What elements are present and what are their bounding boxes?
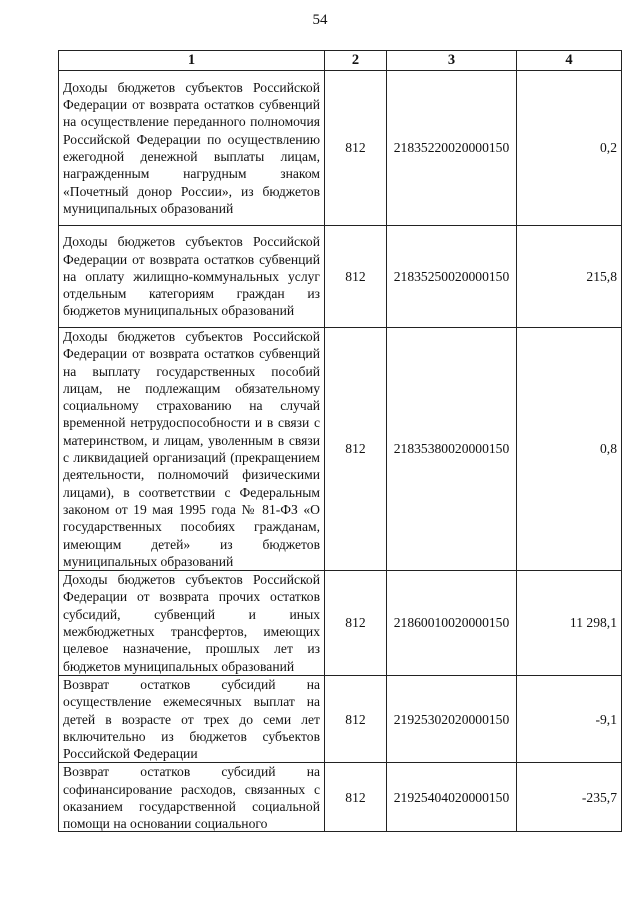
row-amount: 0,8: [517, 328, 622, 571]
column-header-2: 2: [325, 51, 387, 71]
row-classification-code: 21835380020000150: [387, 328, 517, 571]
row-amount: -235,7: [517, 763, 622, 832]
column-header-3: 3: [387, 51, 517, 71]
row-description: Возврат остатков субсидий на осуществление ежемесячных выплат на детей в возрасте от трех до семи лет включительно из бюджетов субъектов Российской Федерации: [59, 675, 325, 762]
row-amount: -9,1: [517, 675, 622, 762]
table-row: [59, 675, 622, 762]
row-amount: 215,8: [517, 226, 622, 328]
row-description: Доходы бюджетов субъектов Российской Федерации от возврата остатков субвенций на осуществление переданного полномочия Российской Федерации по осуществлению ежегодной денежной выплаты лицам, награжденным нагрудным знаком «Почетный донор России», из бюджетов муниципальных образований: [59, 71, 325, 226]
table-row: [59, 763, 622, 832]
table-row: [59, 226, 622, 328]
row-admin-code: 812: [325, 71, 387, 226]
row-admin-code: 812: [325, 226, 387, 328]
row-classification-code: 21835220020000150: [387, 71, 517, 226]
table-row: [59, 71, 622, 226]
row-description: Доходы бюджетов субъектов Российской Федерации от возврата остатков субвенций на оплату жилищно-коммунальных услуг отдельным категориям граждан из бюджетов муниципальных образований: [59, 226, 325, 328]
row-classification-code: 21860010020000150: [387, 571, 517, 676]
row-admin-code: 812: [325, 571, 387, 676]
row-description: Доходы бюджетов субъектов Российской Федерации от возврата остатков субвенций на выплату государственных пособий лицам, не подлежащим обязательному социальному страхованию на случай временной нетрудоспособности и в связи с материнством, и лицам, уволенным в связи с ликвидацией организаций (прекращением деятельности, полномочий физическими лицами), в соответствии с Федеральным законом от 19 мая 1995 года № 81-ФЗ «О государственных пособиях гражданам, имеющим детей» из бюджетов муниципальных образований: [59, 328, 325, 571]
row-admin-code: 812: [325, 763, 387, 832]
page-number: 54: [312, 12, 328, 28]
table-row: [59, 328, 622, 571]
row-amount: 11 298,1: [517, 571, 622, 676]
column-header-4: 4: [517, 51, 622, 71]
table-row: [59, 571, 622, 676]
row-classification-code: 21835250020000150: [387, 226, 517, 328]
row-admin-code: 812: [325, 328, 387, 571]
column-header-1: 1: [59, 51, 325, 71]
row-amount: 0,2: [517, 71, 622, 226]
row-description-cell: [59, 763, 325, 832]
row-description: Возврат остатков субсидий на софинансирование расходов, связанных с оказанием государственной социальной помощи на основании социального: [63, 764, 320, 832]
row-classification-code: 21925302020000150: [387, 675, 517, 762]
table-header-row: [59, 51, 622, 71]
row-admin-code: 812: [325, 675, 387, 762]
row-description: Доходы бюджетов субъектов Российской Федерации от возврата прочих остатков субсидий, субвенций и иных межбюджетных трансфертов, имеющих целевое назначение, прошлых лет из бюджетов муниципальных образований: [59, 571, 325, 676]
row-classification-code: 21925404020000150: [387, 763, 517, 832]
budget-revenue-table: [58, 50, 622, 832]
